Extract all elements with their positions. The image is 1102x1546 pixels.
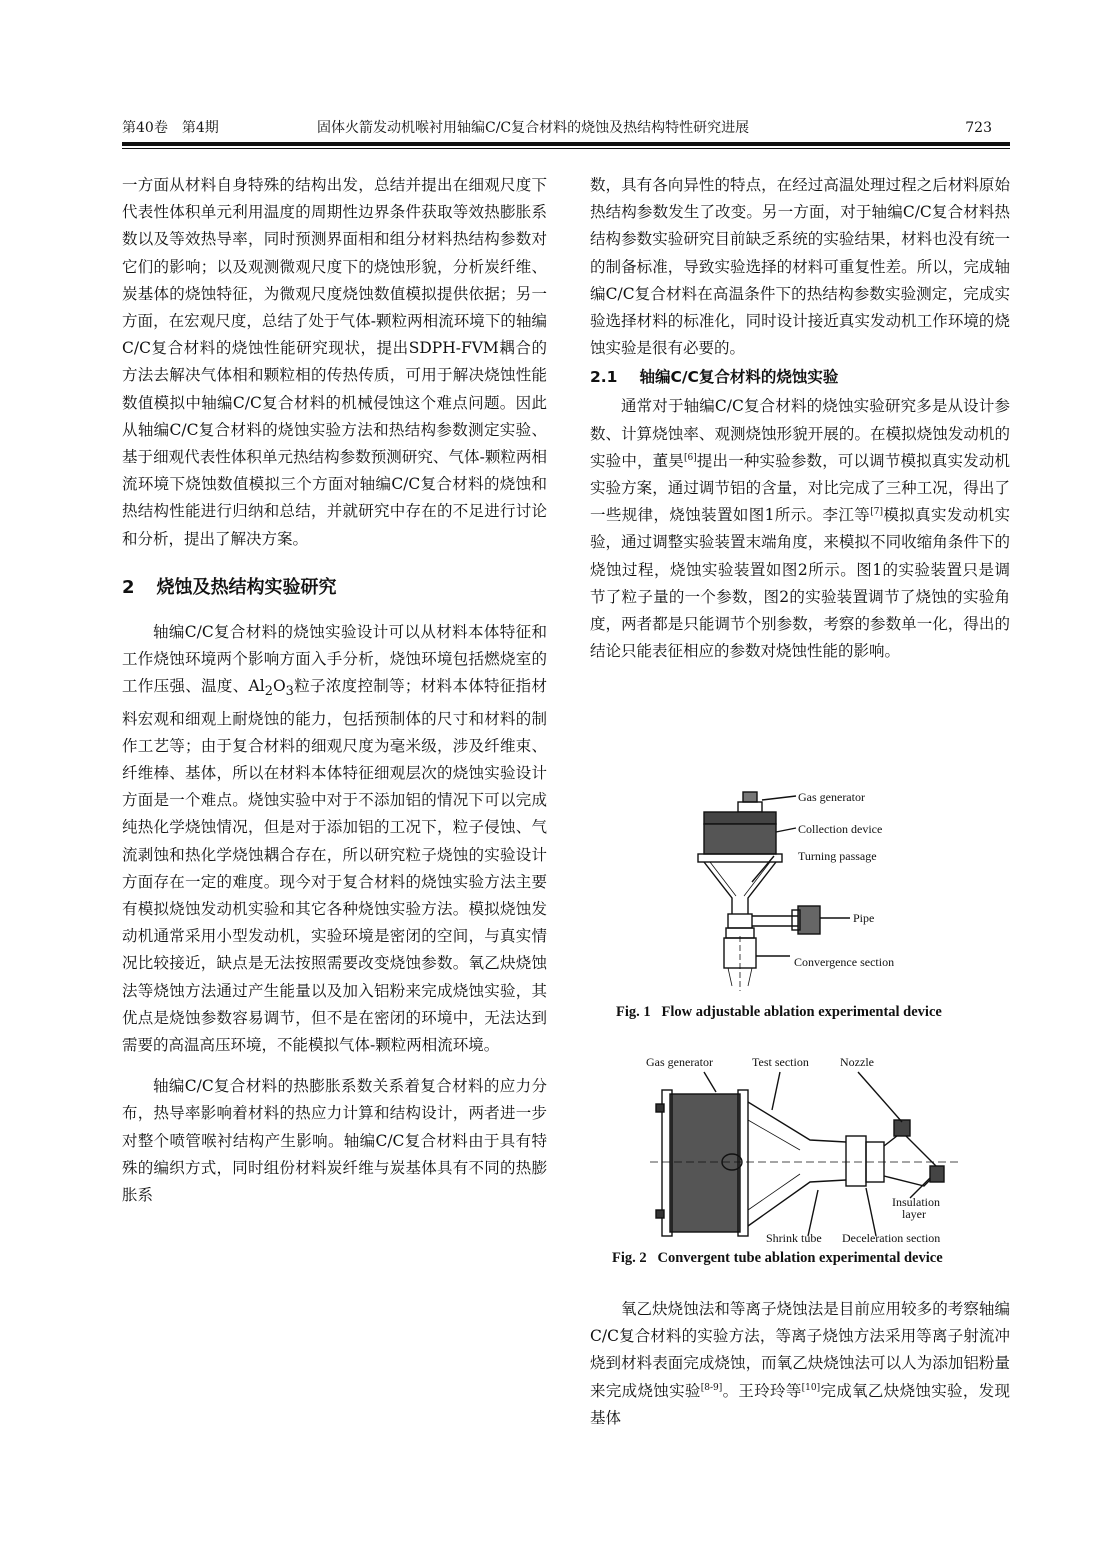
text-run: 氧乙炔烧蚀法和等离子烧蚀法是目前应用较多的考察轴编C/C复合材料的实验方法，等离子烧蚀方法采用等离子射流冲烧到材料表面完成烧蚀，而氧乙炔烧蚀法可以人为添加铝粉量来完成烧蚀实验 (590, 1300, 1010, 1400)
text-run: 提出一种实验参数，可以调节模拟真实发动机实验方案，通过调节铝的含量，对比完成了三种工况，得出了一些规律，烧蚀装置如图1所示。李江等 (590, 451, 1010, 525)
fig1-label-pipe: Pipe (853, 911, 875, 925)
citation-ref: [6] (683, 452, 697, 463)
fig2-label-shrink-tube: Shrink tube (766, 1231, 822, 1245)
text-run: 粒子浓度控制等；材料本体特征指材料宏观和细观上耐烧蚀的能力，包括预制体的尺寸和材料的制作工艺等；由于复合材料的细观尺度为毫米级，涉及纤维束、纤维棒、基体，所以在材料本体特征细观层次的烧蚀实验设计方面是一个难点。烧蚀实验中对于不添加铝的情况下可以完成纯热化学烧蚀情况，但是对于添加铝的工况下，粒子侵蚀、气流剥蚀和热化学烧蚀耦合存在，所以研究粒子烧蚀的实验设计方面存在一定的难度。现今对于复合材料的烧蚀实验方法主要有模拟烧蚀发动机实验和其它各种烧蚀实验方法。模拟烧蚀发动机通常采用小型发动机，实验环境是密闭的空间，与真实情况比较接近，缺点是无法按照需要改变烧蚀参数。氧乙炔烧蚀法等烧蚀方法通过产生能量以及加入铝粉来完成烧蚀实验，其优点是烧蚀参数容易调节，但不是在密闭的环境中，无法达到需要的高温高压环境，不能模拟气体-颗粒两相流环境。 (122, 677, 547, 1054)
figure-2-caption (612, 1250, 943, 1267)
paragraph (590, 393, 1010, 665)
paragraph: 轴编C/C复合材料的热膨胀系数关系着复合材料的应力分布，热导率影响着材料的热应力计算和结构设计，两者进一步对整个喷管喉衬结构产生影响。轴编C/C复合材料由于具有特殊的编织方式，同时组份材料炭纤维与炭基体具有不同的热膨胀系 (122, 1077, 547, 1204)
section-heading (122, 575, 547, 601)
figure-1-diagram (670, 786, 930, 998)
fig2-label-nozzle: Nozzle (840, 1055, 874, 1069)
fig2-label-layer: layer (902, 1207, 926, 1221)
subscript: 3 (285, 684, 294, 700)
header-rule-thin (122, 148, 1010, 149)
fig2-label-test-section: Test section (752, 1055, 809, 1069)
fig2-label-gas-generator: Gas generator (646, 1055, 713, 1069)
left-column (122, 172, 547, 1209)
paragraph: 数，具有各向异性的特点，在经过高温处理过程之后材料原始热结构参数发生了改变。另一方面，对于轴编C/C复合材料热结构参数实验研究目前缺乏系统的实验结果，材料也没有统一的制备标准，导致实验选择的材料可重复性差。所以，完成轴编C/C复合材料在高温条件下的热结构参数实验测定，完成实验选择材料的标准化，同时设计接近真实发动机工作环境的烧蚀实验是很有必要的。 (590, 176, 1010, 358)
caption-label: Fig. 2 (612, 1250, 647, 1266)
subsection-title: 轴编C/C复合材料的烧蚀实验 (639, 368, 839, 387)
caption-text: Convergent tube ablation experimental device (657, 1250, 943, 1266)
fig1-label-convergence-section: Convergence section (794, 955, 895, 969)
subsection-number: 2.1 (590, 368, 618, 387)
section-title: 烧蚀及热结构实验研究 (156, 576, 337, 598)
paragraph (122, 619, 547, 1059)
caption-text: Flow adjustable ablation experimental device (661, 1004, 942, 1020)
right-column-bottom (590, 1296, 1010, 1432)
subscript: 2 (264, 684, 273, 700)
fig1-label-gas-generator: Gas generator (798, 790, 865, 804)
header-rule-thick (122, 142, 1010, 146)
text-run: 。王玲玲等 (722, 1381, 802, 1400)
citation-ref: [7] (870, 507, 883, 518)
text-run: 轴编C/C复合材料的烧蚀实验设计可以从材料本体特征和工作烧蚀环境两个影响方面入手分析，烧蚀环境包括燃烧室的工作压强、温度、Al (122, 622, 547, 696)
text-run: 模拟真实发动机实验，通过调整实验装置末端角度，来模拟不同收缩角条件下的烧蚀过程，烧蚀实验装置如图2所示。图1的实验装置只是调节了粒子量的一个参数，图2的实验装置调节了烧蚀的实验角度，两者都是只能调节个别参数，考察的参数单一化，得出的结论只能表征相应的参数对烧蚀性能的影响。 (590, 506, 1010, 661)
fig2-label-insulation: Insulation (892, 1195, 940, 1209)
section-number: 2 (122, 576, 135, 598)
text-run: 完成氧乙炔烧蚀实验，发现基体 (590, 1381, 1010, 1427)
figure-2-diagram (640, 1050, 970, 1246)
figure-1-caption (616, 1004, 942, 1021)
page-number: 723 (965, 120, 992, 136)
paragraph (590, 1296, 1010, 1432)
fig1-label-turning-passage: Turning passage (798, 849, 877, 863)
caption-label: Fig. 1 (616, 1004, 651, 1020)
fig2-label-deceleration-section: Deceleration section (842, 1231, 941, 1245)
text-run: O (272, 677, 286, 696)
running-title: 固体火箭发动机喉衬用轴编C/C复合材料的烧蚀及热结构特性研究进展 (317, 120, 750, 136)
text-run: 通常对于轴编C/C复合材料的烧蚀实验研究多是从设计参数、计算烧蚀率、观测烧蚀形貌开展的。在模拟烧蚀发动机的实验中，董昊 (590, 397, 1010, 470)
subsection-heading (590, 364, 1010, 391)
citation-ref: [8-9] (700, 1382, 723, 1393)
journal-volume-issue: 第40卷 第4期 (122, 120, 219, 136)
fig1-label-collection-device: Collection device (798, 822, 883, 836)
right-column-top (590, 172, 1010, 665)
paragraph: 一方面从材料自身特殊的结构出发，总结并提出在细观尺度下代表性体积单元利用温度的周期性边界条件获取等效热膨胀系数以及等效热导率，同时预测界面相和组分材料热结构参数对它们的影响；以及观测微观尺度下的烧蚀形貌，分析炭纤维、炭基体的烧蚀特征，为微观尺度烧蚀数值模拟提供依据；另一方面，在宏观尺度，总结了处于气体-颗粒两相流环境下的轴编C/C复合材料的烧蚀性能研究现状，提出SDPH-FVM耦合的方法去解决气体相和颗粒相的传热传质，可用于解决烧蚀性能数值模拟中轴编C/C复合材料的机械侵蚀这个难点问题。因此从轴编C/C复合材料的烧蚀实验方法和热结构参数测定实验、基于细观代表性体积单元热结构参数预测研究、气体-颗粒两相流环境下烧蚀数值模拟三个方面对轴编C/C复合材料的烧蚀和热结构性能进行归纳和总结，并就研究中存在的不足进行讨论和分析，提出了解决方案。 (122, 176, 547, 548)
running-header (122, 116, 1010, 140)
citation-ref: [10] (801, 1382, 821, 1393)
